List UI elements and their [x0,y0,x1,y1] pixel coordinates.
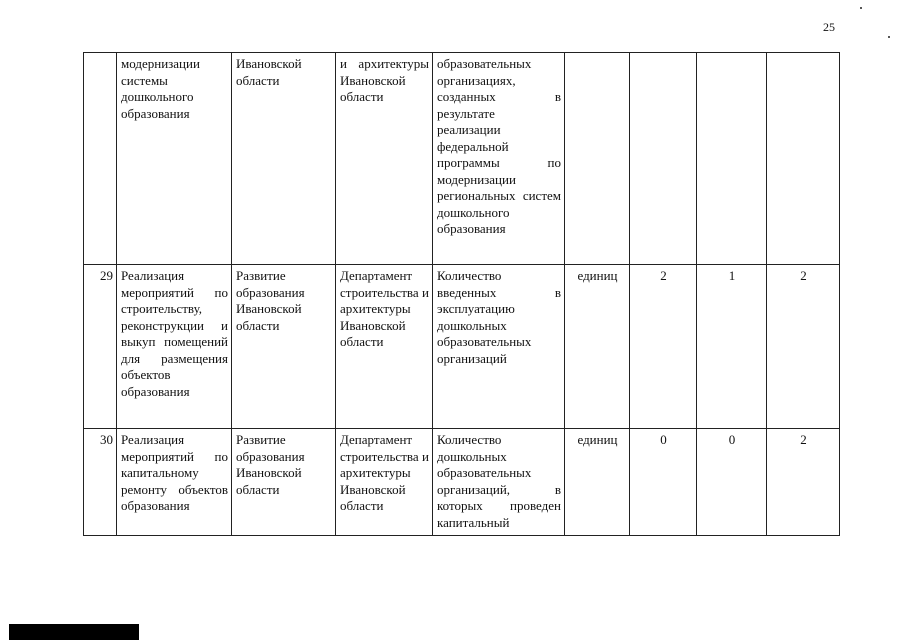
unit [565,53,630,265]
unit: единиц [565,429,630,536]
measure-name: Реализация мероприятий по строительству, реконструкции и выкуп помещений для размещения объектов образования [117,265,232,429]
scan-speck [888,36,890,38]
value-1: 2 [630,265,697,429]
program-name: Развитие образования Ивановской области [232,429,336,536]
value-3 [767,53,840,265]
redaction-bar [9,624,139,640]
row-number [84,53,117,265]
executor: и архитектуры Ивановской области [336,53,433,265]
table-row [84,53,840,265]
scan-speck [860,7,862,9]
measure-name: Реализация мероприятий по капитальному ремонту объектов образования [117,429,232,536]
unit: единиц [565,265,630,429]
row-number: 29 [84,265,117,429]
program-name: Развитие образования Ивановской области [232,265,336,429]
table-row [84,429,840,536]
measure-name: модернизации системы дошкольного образования [117,53,232,265]
page-number: 25 [823,20,835,34]
value-2 [697,53,767,265]
table-row [84,265,840,429]
value-1: 0 [630,429,697,536]
executor: Департамент строительства и архитектуры Ивановской области [336,265,433,429]
row-number: 30 [84,429,117,536]
value-2: 0 [697,429,767,536]
program-name: Ивановской области [232,53,336,265]
value-3: 2 [767,265,840,429]
indicator: Количество введенных в эксплуатацию дошкольных образовательных организаций [433,265,565,429]
value-1 [630,53,697,265]
value-2: 1 [697,265,767,429]
executor: Департамент строительства и архитектуры Ивановской области [336,429,433,536]
indicator: Количество дошкольных образовательных организаций, в которых проведен капитальный [433,429,565,536]
program-table [83,52,840,536]
value-3: 2 [767,429,840,536]
indicator: образовательных организациях, созданных в результате реализации федеральной программы по модернизации региональных систем дошкольного образования [433,53,565,265]
